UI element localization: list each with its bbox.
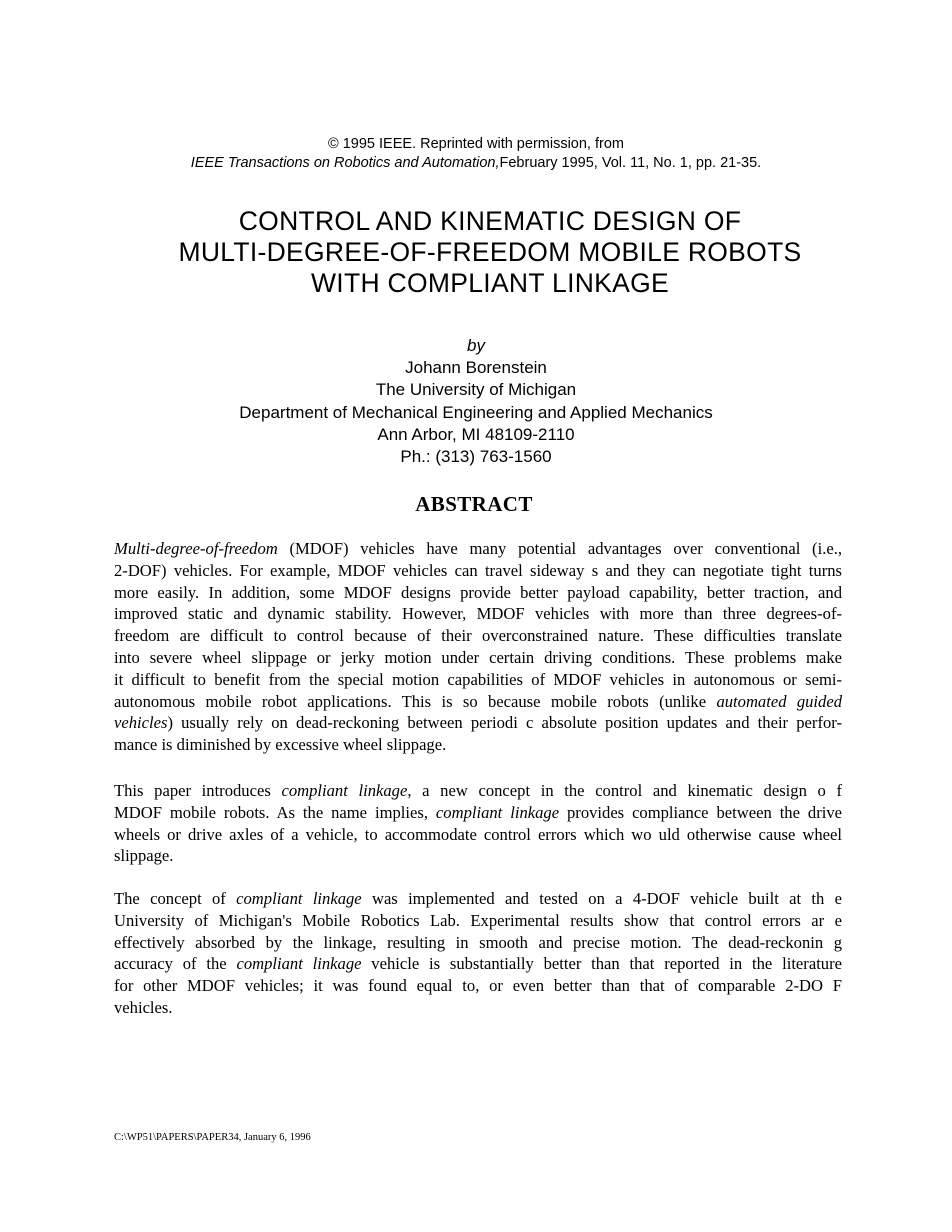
- p1-line-1: [114, 538, 842, 560]
- p3-line-5: for other MDOF vehicles; it was found equal to, or even better than that of comparable 2-DO F: [114, 976, 842, 996]
- p3-l4-italic: compliant linkage: [236, 954, 362, 974]
- p1-line-10: mance is diminished by excessive wheel slippage.: [114, 735, 447, 755]
- journal-citation: [0, 154, 952, 173]
- p2-l1-rest: , a new concept in the control and kinematic design o f: [407, 781, 843, 800]
- p2-line-4: slippage.: [114, 846, 174, 866]
- p2-l1-italic: compliant linkage: [281, 781, 408, 800]
- copyright-notice: [0, 135, 952, 173]
- p3-l4-text: accuracy of the: [114, 954, 237, 974]
- p3-line-2: University of Michigan's Mobile Robotics Lab. Experimental results show that control errors ar e: [114, 910, 842, 930]
- by-label: by: [467, 336, 485, 355]
- p3-line-6: vehicles.: [114, 997, 173, 1017]
- author-affiliation: The University of Michigan: [375, 380, 577, 400]
- p3-l1-italic: compliant linkage: [236, 889, 362, 908]
- p2-l2-italic: compliant linkage: [435, 802, 560, 822]
- title-line-2: MULTI-DEGREE-OF-FREEDOM MOBILE ROBOTS: [178, 237, 802, 267]
- p3-line-1: [114, 888, 842, 910]
- footer-file-path: C:\WP51\PAPERS\PAPER34, January 6, 1996: [114, 1132, 311, 1143]
- author-block: [0, 335, 952, 468]
- title-line-3: WITH COMPLIANT LINKAGE: [310, 268, 670, 298]
- p3-l1-text: The concept of: [114, 889, 237, 908]
- p1-line-8: [114, 691, 842, 713]
- abstract-paragraph-1: [114, 538, 842, 756]
- paper-title: [0, 206, 952, 299]
- p1-l9-rest: ) usually rely on dead-reckoning between periodi c absolute position updates and their perfor-: [167, 713, 842, 733]
- author-phone: Ph.: (313) 763-1560: [400, 447, 552, 467]
- p1-line-2: 2-DOF) vehicles. For example, MDOF vehicles can travel sideway s and they can negotiate tight turns: [114, 560, 842, 580]
- p1-l8-italic: automated guided: [716, 691, 842, 711]
- abstract-paragraph-3: [114, 888, 842, 1019]
- author-name: Johann Borenstein: [405, 358, 547, 378]
- journal-details: February 1995, Vol. 11, No. 1, pp. 21-35.: [499, 155, 762, 171]
- p1-line-3: more easily. In addition, some MDOF designs provide better payload capability, better traction, and: [114, 582, 842, 602]
- p3-line-3: effectively absorbed by the linkage, resulting in smooth and precise motion. The dead-reckonin g: [114, 932, 842, 952]
- author-address: Ann Arbor, MI 48109-2110: [377, 424, 575, 444]
- p1-l9-italic: vehicles: [114, 713, 168, 733]
- abstract-heading: ABSTRACT: [415, 492, 533, 516]
- p2-l1-text: This paper introduces: [114, 781, 282, 800]
- author-department: Department of Mechanical Engineering and Applied Mechanics: [239, 402, 713, 422]
- journal-name: IEEE Transactions on Robotics and Automation,: [190, 155, 500, 171]
- p1-line-4: improved static and dynamic stability. However, MDOF vehicles with more than three degrees-of-: [114, 604, 842, 624]
- p2-line-2: [114, 802, 842, 824]
- p2-line-1: [114, 780, 842, 802]
- p1-line-6: into severe wheel slippage or jerky motion under certain driving conditions. These problems make: [114, 647, 842, 667]
- p2-l2-rest: provides compliance between the drive: [559, 802, 842, 822]
- p1-line-5: freedom are difficult to control because of their overconstrained nature. These difficulties translate: [114, 626, 842, 646]
- p3-l4-rest: vehicle is substantially better than that reported in the literature: [361, 954, 842, 974]
- copyright-line: © 1995 IEEE. Reprinted with permission, from: [328, 136, 624, 152]
- p1-l1-italic: Multi-degree-of-freedom: [114, 539, 278, 558]
- p3-line-4: [114, 953, 842, 975]
- p1-line-7: it difficult to benefit from the special motion capabilities of MDOF vehicles in autonomous or semi-: [114, 669, 842, 689]
- p1-l8-text: autonomous mobile robot applications. This is so because mobile robots (unlike: [114, 691, 717, 711]
- p1-line-9: [114, 712, 842, 734]
- p2-l2-text: MDOF mobile robots. As the name implies,: [114, 802, 436, 822]
- p3-l1-rest: was implemented and tested on a 4-DOF vehicle built at th e: [361, 889, 842, 908]
- p2-line-3: wheels or drive axles of a vehicle, to accommodate control errors which wo uld otherwise cause wheel: [114, 824, 842, 844]
- title-line-1: CONTROL AND KINEMATIC DESIGN OF: [238, 206, 742, 236]
- p1-l1-rest: (MDOF) vehicles have many potential advantages over conventional (i.e.,: [277, 539, 842, 558]
- abstract-paragraph-2: [114, 780, 842, 867]
